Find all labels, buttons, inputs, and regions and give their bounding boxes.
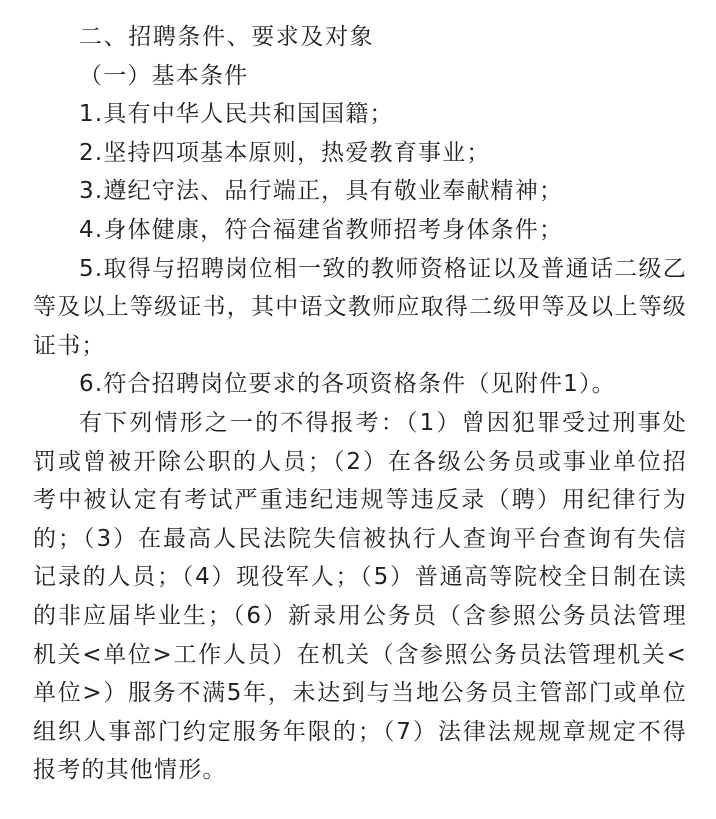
condition-item-4: 4.身体健康，符合福建省教师招考身体条件； [79, 216, 564, 243]
condition-item-6: 6.符合招聘岗位要求的各项资格条件（见附件1）。 [79, 371, 616, 398]
condition-item-2: 2.坚持四项基本原则，热爱教育事业； [79, 139, 491, 166]
section-heading: 二、招聘条件、要求及对象 [79, 24, 375, 50]
document-body [33, 18, 687, 790]
subsection-heading: （一）基本条件 [79, 62, 249, 89]
condition-item-3: 3.遵纪守法、品行端正，具有敬业奉献精神； [79, 178, 564, 205]
exclusions-paragraph: 有下列情形之一的不得报考：（1）曾因犯罪受过刑事处罚或曾被开除公职的人员；（2）在各级公务员或事业单位招考中被认定有考试严重违纪违规等违反录（聘）用纪律行为的；（3）在最高人民法院失信被执行人查询平台查询有失信记录的人员；（4）现役军人；（5）普通高等院校全日制在读的非应届毕业生；（6）新录用公务员（含参照公务员法管理机关<单位>工作人员）在机关（含参照公务员法管理机关<单位>）服务不满5年，未达到与当地公务员主管部门或单位组织人事部门约定服务年限的；（7）法律法规规章规定不得报考的其他情形。 [33, 409, 687, 784]
condition-item-1: 1.具有中华人民共和国国籍； [79, 101, 394, 128]
condition-item-5: 5.取得与招聘岗位相一致的教师资格证以及普通话二级乙等及以上等级证书，其中语文教师应取得二级甲等及以上等级证书； [33, 255, 687, 359]
